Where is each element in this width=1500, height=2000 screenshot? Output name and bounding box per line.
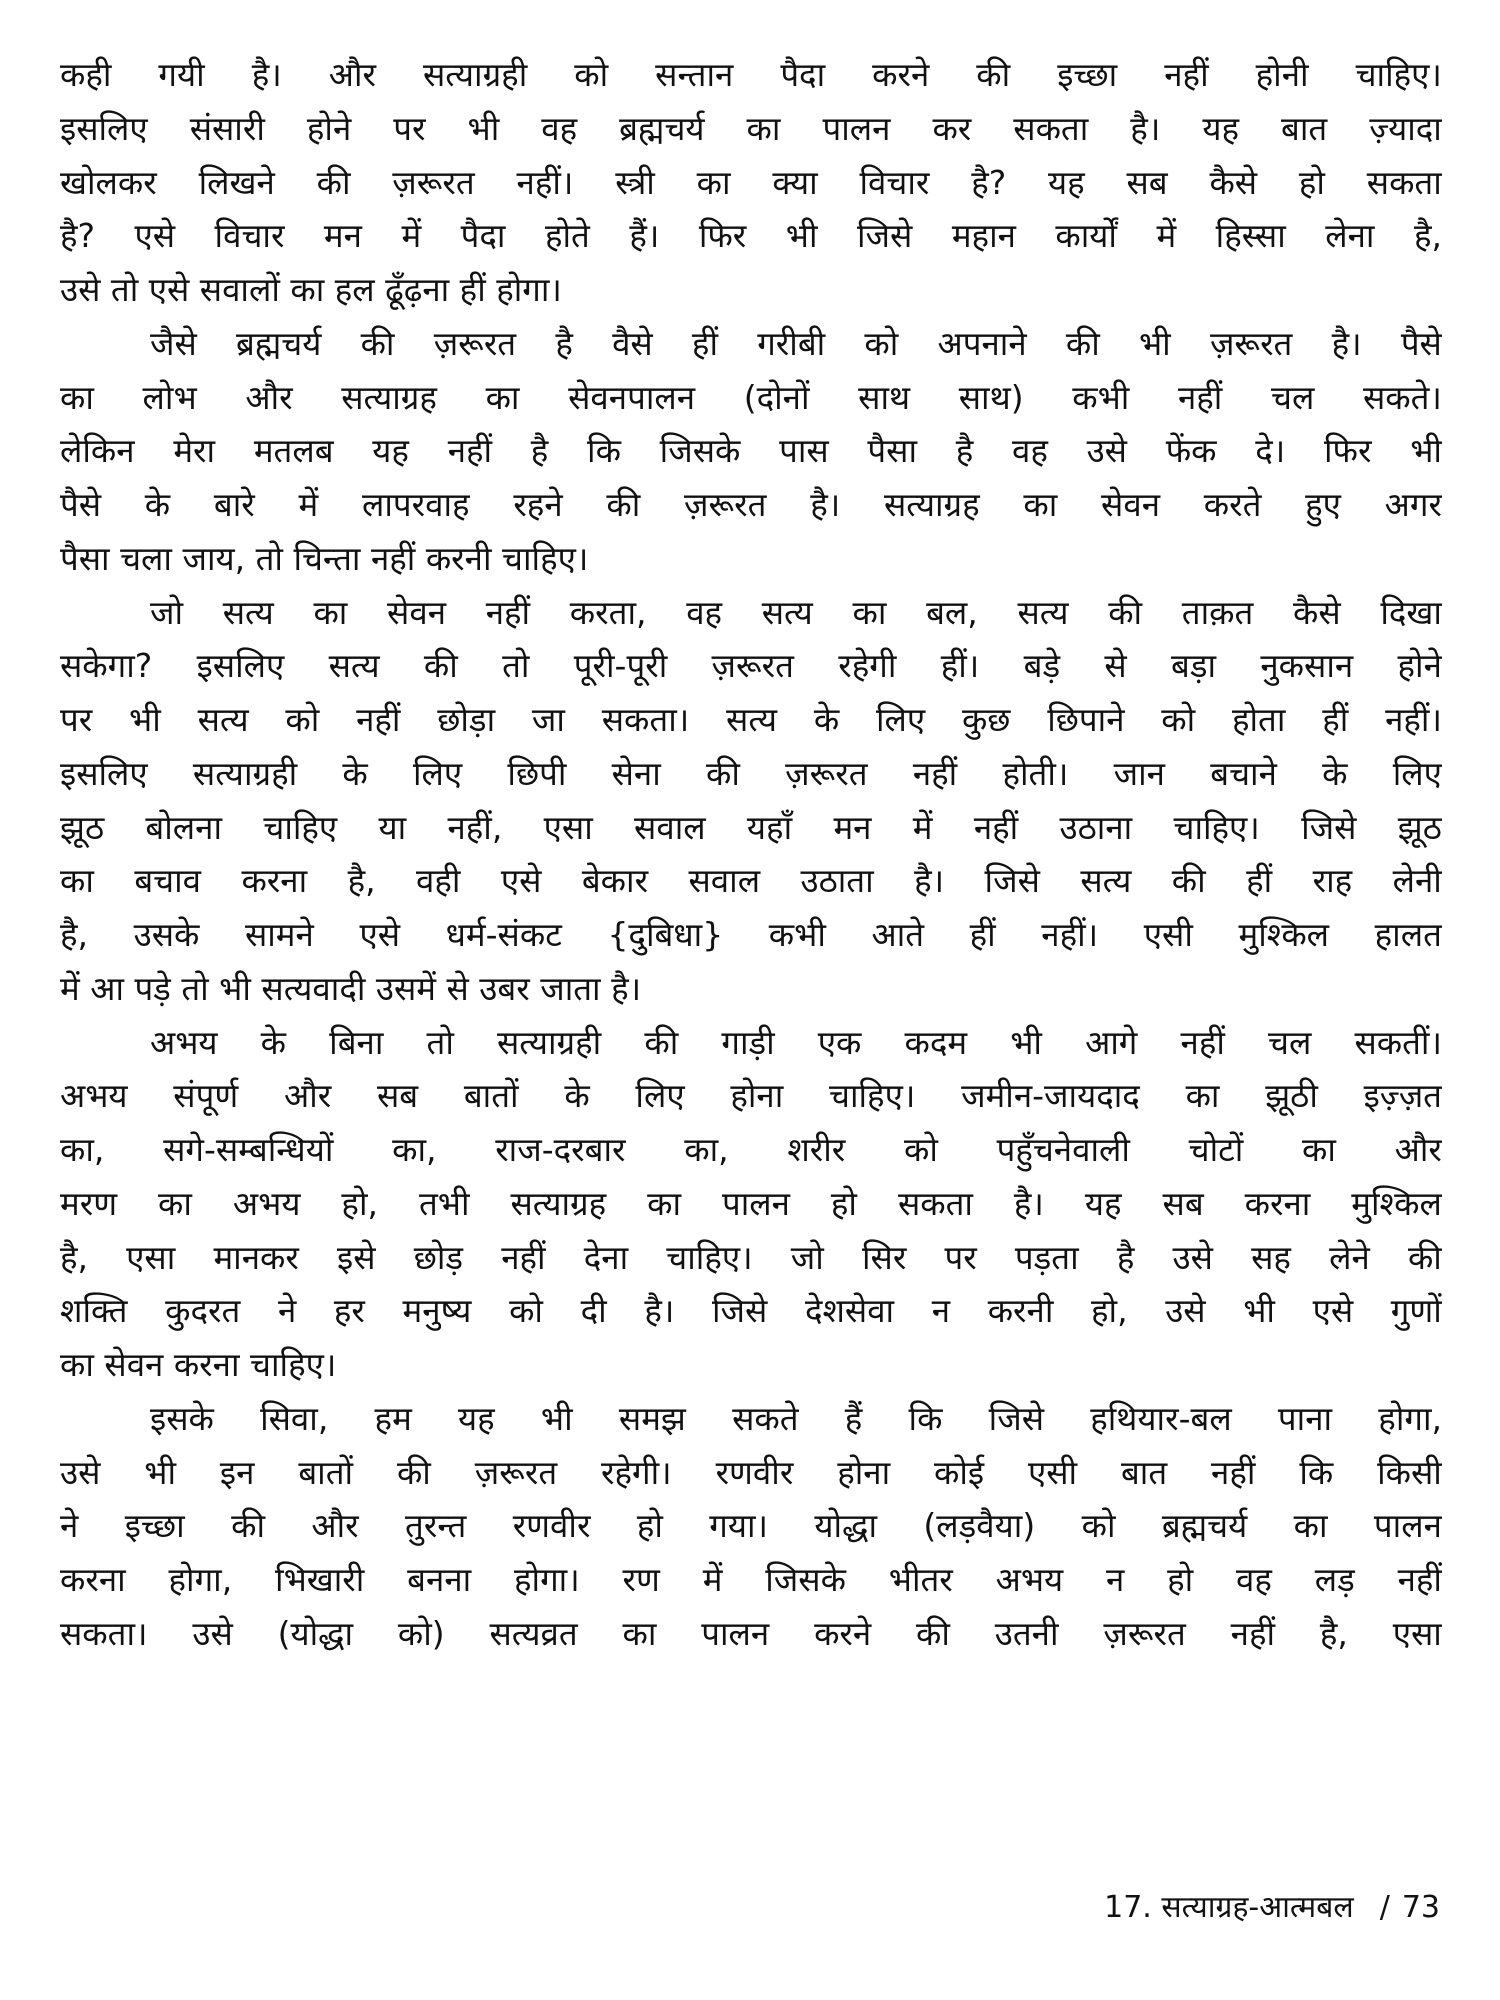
text-line: इसलिए सत्याग्रही के लिए छिपी सेना की ज़रूरत नहीं होती। जान बचाने के लिए xyxy=(60,753,1442,793)
text-line: का सेवन करना चाहिए। xyxy=(60,1345,337,1384)
text-line: जैसे ब्रह्मचर्य की ज़रूरत है वैसे हीं गरीबी को अपनाने की भी ज़रूरत है। पैसे xyxy=(150,323,1442,363)
text-line: का, सगे-सम्बन्धियों का, राज-दरबार का, शरीर को पहुँचनेवाली चोटों का और xyxy=(60,1130,1442,1169)
paragraph xyxy=(60,1392,1442,1661)
text-line: सकेगा? इसलिए सत्य की तो पूरी-पूरी ज़रूरत रहेगी हीं। बड़े से बड़ा नुकसान होने xyxy=(60,646,1442,686)
text-line: है, एसा मानकर इसे छोड़ नहीं देना चाहिए। जो सिर पर पड़ता है उसे सह लेने की xyxy=(60,1237,1442,1277)
text-line: का बचाव करना है, वही एसे बेकार सवाल उठाता है। जिसे सत्य की हीं राह लेनी xyxy=(60,861,1442,901)
footer-separator: / xyxy=(1379,1890,1390,1925)
text-line: करना होगा, भिखारी बनना होगा। रण में जिसके भीतर अभय न हो वह लड़ नहीं xyxy=(60,1560,1442,1599)
text-line: जो सत्य का सेवन नहीं करता, वह सत्य का बल, सत्य की ताक़त कैसे दिखा xyxy=(150,592,1442,632)
text-line: लेकिन मेरा मतलब यह नहीं है कि जिसके पास पैसा है वह उसे फेंक दे। फिर भी xyxy=(60,431,1442,471)
text-line: अभय संपूर्ण और सब बातों के लिए होना चाहिए। जमीन-जायदाद का झूठी इज़्ज़त xyxy=(60,1076,1442,1116)
text-line: है? एसे विचार मन में पैदा होते हैं। फिर भी जिसे महान कार्यों में हिस्सा लेना है, xyxy=(60,216,1442,256)
paragraph xyxy=(60,48,1442,317)
text-line: झूठ बोलना चाहिए या नहीं, एसा सवाल यहाँ मन में नहीं उठाना चाहिए। जिसे झूठ xyxy=(60,807,1442,847)
text-line: में आ पड़े तो भी सत्यवादी उसमें से उबर जाता है। xyxy=(60,968,642,1008)
text-line: खोलकर लिखने की ज़रूरत नहीं। स्त्री का क्या विचार है? यह सब कैसे हो सकता xyxy=(60,162,1442,202)
text-line: है, उसके सामने एसे धर्म-संकट {दुबिधा} कभी आते हीं नहीं। एसी मुश्किल हालत xyxy=(60,915,1442,954)
text-line: उसे भी इन बातों की ज़रूरत रहेगी। रणवीर होना कोई एसी बात नहीं कि किसी xyxy=(60,1452,1442,1492)
text-line: अभय के बिना तो सत्याग्रही की गाड़ी एक कदम भी आगे नहीं चल सकतीं। xyxy=(150,1022,1442,1062)
text-line: इसके सिवा, हम यह भी समझ सकते हैं कि जिसे हथियार-बल पाना होगा, xyxy=(150,1398,1442,1438)
text-line: शक्ति कुदरत ने हर मनुष्य को दी है। जिसे देशसेवा न करनी हो, उसे भी एसे गुणों xyxy=(60,1291,1442,1331)
text-line: उसे तो एसे सवालों का हल ढूँढ़ना हीं होगा। xyxy=(60,270,562,309)
text-line: पर भी सत्य को नहीं छोड़ा जा सकता। सत्य के लिए कुछ छिपाने को होता हीं नहीं। xyxy=(60,700,1442,739)
text-line: कही गयी है। और सत्याग्रही को सन्तान पैदा करने की इच्छा नहीं होनी चाहिए। xyxy=(60,55,1442,94)
text-line: पैसे के बारे में लापरवाह रहने की ज़रूरत है। सत्याग्रह का सेवन करते हुए अगर xyxy=(60,485,1442,524)
text-line: पैसा चला जाय, तो चिन्ता नहीं करनी चाहिए। xyxy=(60,538,589,578)
text-line: इसलिए संसारी होने पर भी वह ब्रह्मचर्य का पालन कर सकता है। यह बात ज़्यादा xyxy=(60,108,1442,148)
text-line: मरण का अभय हो, तभी सत्याग्रह का पालन हो सकता है। यह सब करना मुश्किल xyxy=(60,1183,1442,1223)
paragraph xyxy=(60,1016,1442,1392)
text-line: ने इच्छा की और तुरन्त रणवीर हो गया। योद्धा (लड़वैया) को ब्रह्मचर्य का पालन xyxy=(60,1506,1442,1546)
text-line: का लोभ और सत्याग्रह का सेवनपालन (दोनों साथ साथ) कभी नहीं चल सकते। xyxy=(60,377,1442,417)
paragraph xyxy=(60,317,1442,586)
page-number: 73 xyxy=(1401,1890,1440,1925)
body-text xyxy=(60,48,1442,1661)
paragraph xyxy=(60,586,1442,1016)
chapter-title: 17. सत्याग्रह-आत्मबल xyxy=(1104,1890,1354,1925)
text-line: सकता। उसे (योद्धा को) सत्यव्रत का पालन करने की उतनी ज़रूरत नहीं है, एसा xyxy=(60,1613,1442,1653)
page-footer xyxy=(1104,1888,1440,1928)
